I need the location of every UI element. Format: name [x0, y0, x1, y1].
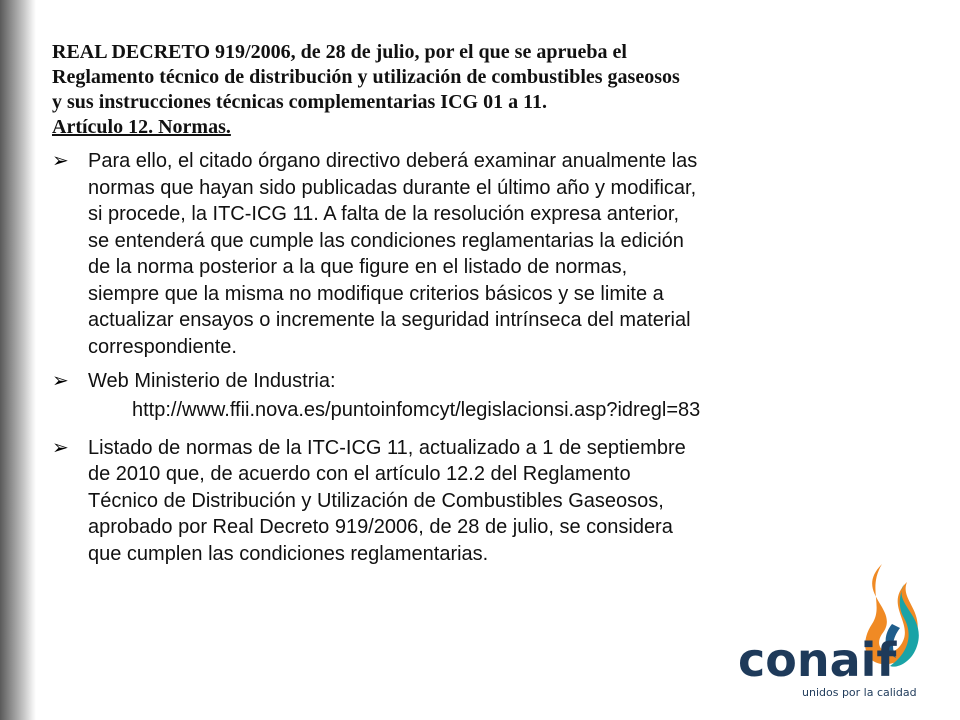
paragraph-line: se entenderá que cumple las condiciones reglamentarias la edición: [88, 229, 684, 252]
slide-content: [52, 40, 822, 575]
article-title: Artículo 12. Normas.: [52, 116, 231, 138]
paragraph-line: siempre que la misma no modifique criterios básicos y se limite a: [88, 282, 664, 305]
paragraph-line: si procede, la ITC-ICG 11. A falta de la resolución expresa anterior,: [88, 203, 680, 225]
bullet-list: [52, 148, 822, 395]
conaif-logo: [732, 554, 932, 704]
arrow-bullet-icon: ➢: [52, 436, 69, 459]
bullet-list: [52, 435, 822, 568]
paragraph-line: actualizar ensayos o incremente la seguridad intrínseca del material: [88, 309, 691, 331]
paragraph-line: Web Ministerio de Industria:: [88, 370, 336, 392]
paragraph-line: Para ello, el citado órgano directivo deberá examinar anualmente las: [88, 150, 698, 172]
paragraph-line: normas que hayan sido publicadas durante el último año y modificar,: [88, 176, 697, 199]
bullet-item: [52, 435, 822, 568]
paragraph-line: de la norma posterior a la que figure en el listado de normas,: [88, 256, 628, 278]
heading-line: y sus instrucciones técnicas complementarias ICG 01 a 11.: [52, 91, 547, 113]
heading-line: Reglamento técnico de distribución y utilización de combustibles gaseosos: [52, 66, 680, 88]
paragraph-line: correspondiente.: [88, 335, 237, 358]
bullet-item: [52, 148, 822, 360]
paragraph-line: Técnico de Distribución y Utilización de Combustibles Gaseosos,: [88, 489, 664, 512]
logo-tagline: unidos por la calidad: [802, 686, 917, 699]
paragraph-line: aprobado por Real Decreto 919/2006, de 28 de julio, se considera: [88, 516, 673, 538]
decorative-side-bar: [0, 0, 36, 720]
arrow-bullet-icon: ➢: [52, 150, 69, 172]
bullet-item: [52, 368, 822, 395]
decree-heading: [52, 40, 822, 115]
paragraph-line: que cumplen las condiciones reglamentarias.: [88, 542, 489, 565]
paragraph-line: Listado de normas de la ITC-ICG 11, actualizado a 1 de septiembre: [88, 436, 686, 459]
ministry-url-link[interactable]: http://www.ffii.nova.es/puntoinfomcyt/legislacionsi.asp?idregl=83: [132, 398, 701, 421]
heading-line: REAL DECRETO 919/2006, de 28 de julio, por el que se aprueba el: [52, 41, 627, 63]
paragraph-line: de 2010 que, de acuerdo con el artículo 12.2 del Reglamento: [88, 463, 631, 485]
logo-wordmark: conaif: [738, 633, 897, 687]
arrow-bullet-icon: ➢: [52, 370, 69, 392]
